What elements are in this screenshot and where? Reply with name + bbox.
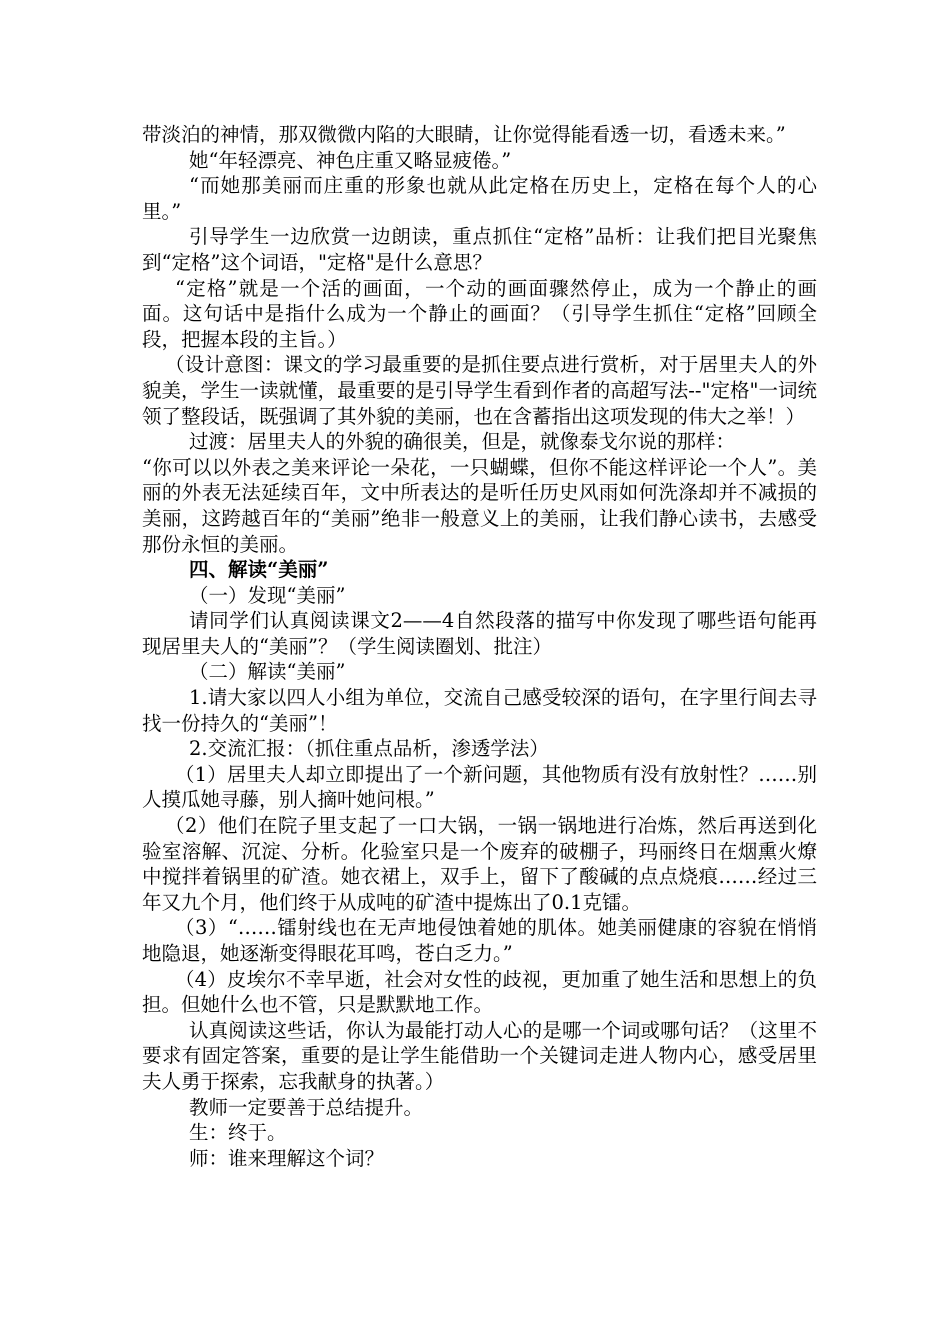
paragraph-step-1: 1.请大家以四人小组为单位，交流自己感受较深的语句，在字里行间去寻找一份持久的“美丽”！ bbox=[142, 686, 817, 735]
subsection-heading-2: （二）解读“美丽” bbox=[189, 660, 346, 684]
paragraph-transition: 过渡：居里夫人的外貌的确很美，但是，就像泰戈尔说的那样： bbox=[189, 430, 736, 454]
paragraph-dingge-meaning: “定格”就是一个活的画面，一个动的画面骤然停止，成为一个静止的画面。这句话中是指什么成为一个静止的画面？（引导学生抓住“定格”回顾全段，把握本段的主旨。） bbox=[142, 276, 817, 351]
paragraph-student-answer: 生：终于。 bbox=[189, 1121, 287, 1145]
paragraph-design-intent: （设计意图：课文的学习最重要的是抓住要点进行赏析，对于居里夫人的外貌美，学生一读就懂，最重要的是引导学生看到作者的高超写法--"定格"一词统领了整段话，既强调了其外貌的美丽，也在含蓄指出这项发现的伟大之举！） bbox=[142, 353, 817, 428]
section-heading-4: 四、解读“美丽” bbox=[189, 558, 329, 582]
paragraph-tagore-quote: “你可以以外表之美来评论一朵花，一只蝴蝶，但你不能这样评论一个人”。美丽的外表无法延续百年，文中所表达的是听任历史风雨如何洗涤却并不减损的美丽，这跨越百年的“美丽”绝非一般意义上的美丽，让我们静心读书，去感受那份永恒的美丽。 bbox=[142, 455, 817, 556]
paragraph-item-3: （3）“……镭射线也在无声地侵蚀着她的肌体。她美丽健康的容貌在悄悄地隐退，她逐渐变得眼花耳鸣，苍白乏力。” bbox=[142, 916, 817, 965]
subsection-heading-1: （一）发现“美丽” bbox=[189, 583, 346, 607]
paragraph-item-4: （4）皮埃尔不幸早逝，社会对女性的歧视，更加重了她生活和思想上的负担。但她什么也不管，只是默默地工作。 bbox=[142, 967, 817, 1017]
paragraph-teacher-question: 师：谁来理解这个词？ bbox=[189, 1146, 385, 1170]
paragraph-image-fixed: “而她那美丽而庄重的形象也就从此定格在历史上，定格在每个人的心里。” bbox=[142, 174, 817, 223]
paragraph-teacher-summary: 教师一定要善于总结提升。 bbox=[189, 1095, 424, 1119]
paragraph-read-text: 请同学们认真阅读课文2——4自然段落的描写中你发现了哪些语句能再现居里夫人的“美丽”？（学生阅读圈划、批注） bbox=[142, 609, 817, 658]
paragraph-guide-reading: 引导学生一边欣赏一边朗读，重点抓住“定格”品析：让我们把目光聚焦到“定格”这个词语，"定格"是什么意思？ bbox=[142, 225, 817, 274]
document-body bbox=[142, 122, 817, 1171]
paragraph-appearance: 她“年轻漂亮、神色庄重又略显疲倦。” bbox=[189, 148, 512, 172]
paragraph-item-2: （2）他们在院子里支起了一口大锅，一锅一锅地进行冶炼，然后再送到化验室溶解、沉淀、分析。化验室只是一个废弃的破棚子，玛丽终日在烟熏火燎中搅拌着锅里的矿渣。她衣裙上，双手上，留下了酸碱的点点烧痕……经过三年又九个月，他们终于从成吨的矿渣中提炼出了0.1克镭。 bbox=[142, 814, 817, 914]
paragraph-step-2: 2.交流汇报：（抓住重点品析，渗透学法） bbox=[189, 737, 549, 761]
paragraph-item-1: （1）居里夫人却立即提出了一个新问题，其他物质有没有放射性？……别人摸瓜她寻藤，别人摘叶她问根。” bbox=[142, 762, 817, 812]
paragraph-question: 认真阅读这些话，你认为最能打动人心的是哪一个词或哪句话？（这里不要求有固定答案，重要的是让学生能借助一个关键词走进人物内心，感受居里夫人勇于探索，忘我献身的执著。） bbox=[142, 1018, 817, 1093]
paragraph-quote-end: 带淡泊的神情，那双微微内陷的大眼睛，让你觉得能看透一切，看透未来。” bbox=[142, 123, 786, 146]
